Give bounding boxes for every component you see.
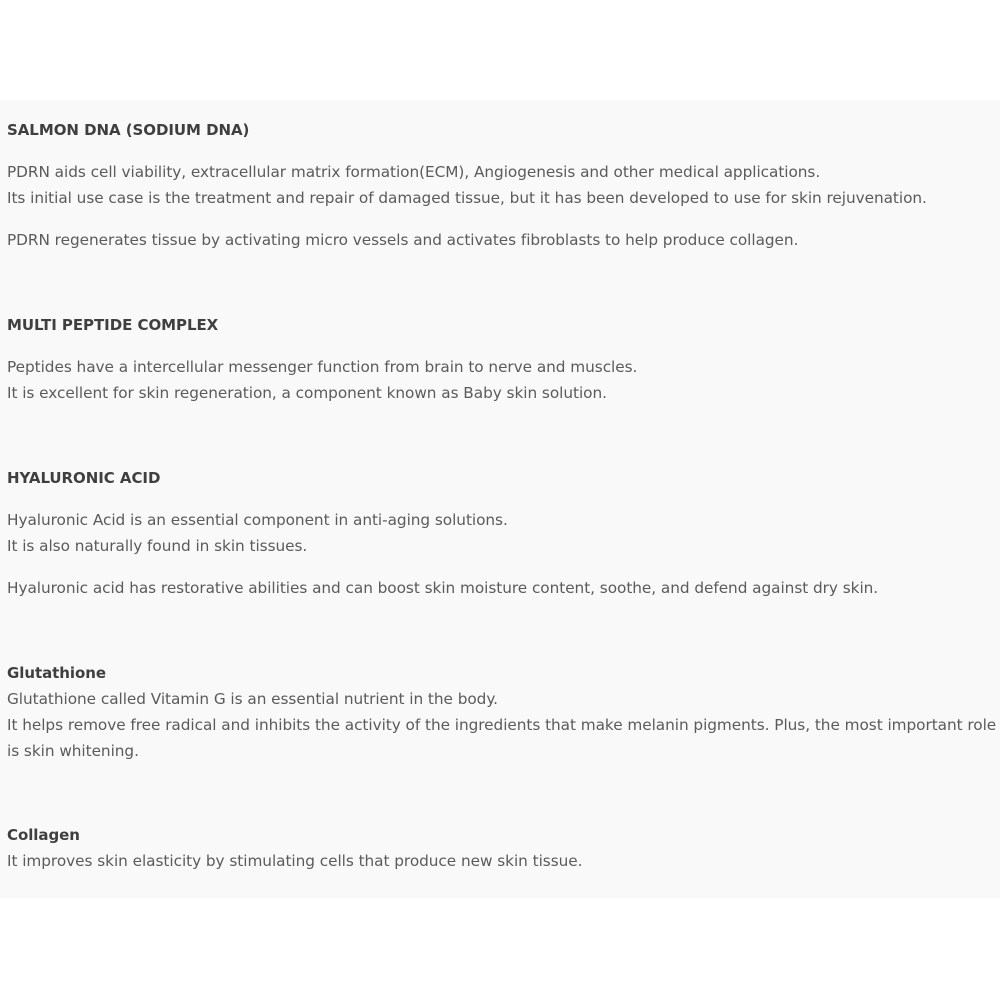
section-text: It helps remove free radical and inhibits the activity of the ingredients that make melanin pigments. Plus, the most important role is skin whitening. (7, 716, 997, 760)
section-text: Hyaluronic acid has restorative abilities and can boost skin moisture content, soothe, and defend against dry skin. (7, 579, 879, 597)
section-heading-multi-peptide: MULTI PEPTIDE COMPLEX (7, 316, 219, 334)
section-text: It is excellent for skin regeneration, a component known as Baby skin solution. (7, 384, 607, 402)
section-text: Its initial use case is the treatment and repair of damaged tissue, but it has been developed to use for skin rejuvenation. (7, 189, 927, 207)
section-text: PDRN regenerates tissue by activating micro vessels and activates fibroblasts to help produce collagen. (7, 231, 799, 249)
section-text: It is also naturally found in skin tissues. (7, 537, 308, 555)
section-heading-hyaluronic-acid: HYALURONIC ACID (7, 469, 161, 487)
ingredients-panel (0, 100, 1000, 898)
section-text: Peptides have a intercellular messenger function from brain to nerve and muscles. (7, 358, 638, 376)
section-text: Glutathione called Vitamin G is an essential nutrient in the body. (7, 690, 498, 708)
section-text: It improves skin elasticity by stimulating cells that produce new skin tissue. (7, 852, 583, 870)
section-text: Hyaluronic Acid is an essential component in anti-aging solutions. (7, 511, 508, 529)
section-heading-glutathione: Glutathione (7, 664, 107, 682)
section-heading-salmon-dna: SALMON DNA (SODIUM DNA) (7, 121, 250, 139)
section-heading-collagen: Collagen (7, 826, 80, 844)
section-text: PDRN aids cell viability, extracellular matrix formation(ECM), Angiogenesis and other medical applications. (7, 163, 821, 181)
